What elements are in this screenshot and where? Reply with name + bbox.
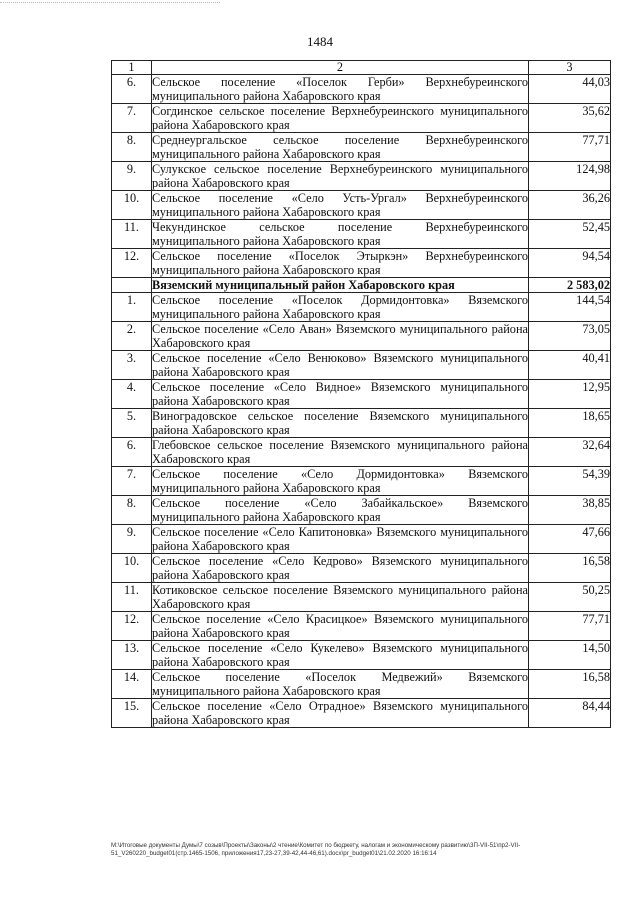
table-row (112, 438, 611, 467)
table-row (112, 351, 611, 380)
row-number: 14. (112, 670, 152, 699)
row-number: 12. (112, 612, 152, 641)
table-row (112, 322, 611, 351)
row-number: 7. (112, 104, 152, 133)
table-row (112, 249, 611, 278)
table-row (112, 699, 611, 728)
allocation-value: 35,62 (529, 104, 611, 133)
row-number: 11. (112, 220, 152, 249)
allocation-value: 50,25 (529, 583, 611, 612)
allocation-value: 47,66 (529, 525, 611, 554)
allocation-value: 94,54 (529, 249, 611, 278)
header-col-value: 3 (529, 61, 611, 75)
row-number: 1. (112, 293, 152, 322)
settlement-name: Среднеургальское сельское поселение Верхнебуреинского муниципального района Хабаровского края (152, 133, 528, 161)
allocation-value: 54,39 (529, 467, 611, 496)
settlement-name: Сулукское сельское поселение Верхнебуреинского муниципального района Хабаровского края (152, 162, 528, 190)
allocation-value: 14,50 (529, 641, 611, 670)
table-row (112, 409, 611, 438)
table-row (112, 133, 611, 162)
table-row (112, 554, 611, 583)
header-col-name: 2 (152, 61, 529, 75)
settlement-name: Сельское поселение «Село Кукелево» Вяземского муниципального района Хабаровского края (152, 641, 528, 669)
settlement-name: Сельское поселение «Село Дормидонтовка» Вяземского муниципального района Хабаровского края (152, 467, 528, 495)
allocation-value: 16,58 (529, 554, 611, 583)
scan-artifact (0, 2, 220, 5)
allocation-value: 40,41 (529, 351, 611, 380)
settlement-name: Сельское поселение «Село Кедрово» Вяземского муниципального района Хабаровского края (152, 554, 528, 582)
settlement-name: Сельское поселение «Село Венюково» Вяземского муниципального района Хабаровского края (152, 351, 528, 379)
settlement-name: Сельское поселение «Село Отрадное» Вяземского муниципального района Хабаровского края (152, 699, 528, 727)
settlement-name: Сельское поселение «Село Видное» Вяземского муниципального района Хабаровского края (152, 380, 528, 408)
table-row (112, 670, 611, 699)
row-number: 2. (112, 322, 152, 351)
allocation-table (111, 60, 611, 728)
settlement-name: Виноградовское сельское поселение Вяземского муниципального района Хабаровского края (152, 409, 528, 437)
settlement-name: Котиковское сельское поселение Вяземского муниципального района Хабаровского края (152, 583, 528, 611)
allocation-value: 12,95 (529, 380, 611, 409)
row-number: 15. (112, 699, 152, 728)
table-row (112, 293, 611, 322)
settlement-name: Согдинское сельское поселение Верхнебуреинского муниципального района Хабаровского края (152, 104, 528, 132)
settlement-name: Вяземский муниципальный район Хабаровского края (152, 278, 529, 293)
row-number: 3. (112, 351, 152, 380)
row-number: 13. (112, 641, 152, 670)
row-number: 12. (112, 249, 152, 278)
settlement-name: Сельское поселение «Село Капитоновка» Вяземского муниципального района Хабаровского края (152, 525, 528, 553)
allocation-value: 144,54 (529, 293, 611, 322)
table-header-row (112, 61, 611, 75)
table-row (112, 641, 611, 670)
settlement-name: Сельское поселение «Село Усть-Ургал» Верхнебуреинского муниципального района Хабаровского края (152, 191, 528, 219)
row-number: 8. (112, 133, 152, 162)
row-number: 11. (112, 583, 152, 612)
allocation-value: 73,05 (529, 322, 611, 351)
row-number: 4. (112, 380, 152, 409)
header-col-number: 1 (112, 61, 152, 75)
allocation-value: 18,65 (529, 409, 611, 438)
table-row (112, 496, 611, 525)
document-footer-path: М:\Итоговые документы Думы\7 созыв\Проекты\Законы\2 чтение\Комитет по бюджету, налогам и экономическому развитию\3П-VII-51\пр2-VII-51_V260220_budget01(стр.1465-1506, приложения17,23-27,39-42,44-46,61).docx\pr_budget01\21.02.2020 16:16:14 (111, 842, 521, 857)
row-number: 6. (112, 75, 152, 104)
table-row (112, 525, 611, 554)
allocation-value: 16,58 (529, 670, 611, 699)
settlement-name: Глебовское сельское поселение Вяземского муниципального района Хабаровского края (152, 438, 528, 466)
row-number: 10. (112, 191, 152, 220)
row-number: 10. (112, 554, 152, 583)
table-row (112, 612, 611, 641)
settlement-name: Сельское поселение «Село Аван» Вяземского муниципального района Хабаровского края (152, 322, 528, 350)
table-row (112, 191, 611, 220)
allocation-value: 44,03 (529, 75, 611, 104)
table-row (112, 104, 611, 133)
allocation-value: 38,85 (529, 496, 611, 525)
table-row (112, 467, 611, 496)
settlement-name: Сельское поселение «Поселок Медвежий» Вяземского муниципального района Хабаровского края (152, 670, 528, 698)
settlement-name: Сельское поселение «Село Забайкальское» Вяземского муниципального района Хабаровского края (152, 496, 528, 524)
allocation-value: 2 583,02 (529, 278, 611, 293)
settlement-name: Сельское поселение «Поселок Этыркэн» Верхнебуреинского муниципального района Хабаровского края (152, 249, 528, 277)
page-number: 1484 (307, 34, 333, 49)
allocation-value: 36,26 (529, 191, 611, 220)
table-row (112, 75, 611, 104)
allocation-value: 124,98 (529, 162, 611, 191)
row-number: 7. (112, 467, 152, 496)
table-row (112, 583, 611, 612)
table-row (112, 220, 611, 249)
settlement-name: Сельское поселение «Село Красицкое» Вяземского муниципального района Хабаровского края (152, 612, 528, 640)
row-number (112, 278, 152, 293)
settlement-name: Чекундинское сельское поселение Верхнебуреинского муниципального района Хабаровского края (152, 220, 528, 248)
row-number: 5. (112, 409, 152, 438)
row-number: 9. (112, 525, 152, 554)
allocation-value: 77,71 (529, 612, 611, 641)
row-number: 9. (112, 162, 152, 191)
row-number: 8. (112, 496, 152, 525)
table-row (112, 380, 611, 409)
allocation-value: 52,45 (529, 220, 611, 249)
district-total-row (112, 278, 611, 293)
settlement-name: Сельское поселение «Поселок Дормидонтовка» Вяземского муниципального района Хабаровского края (152, 293, 528, 321)
allocation-value: 32,64 (529, 438, 611, 467)
row-number: 6. (112, 438, 152, 467)
settlement-name: Сельское поселение «Поселок Герби» Верхнебуреинского муниципального района Хабаровского края (152, 75, 528, 103)
table-row (112, 162, 611, 191)
allocation-value: 84,44 (529, 699, 611, 728)
allocation-value: 77,71 (529, 133, 611, 162)
